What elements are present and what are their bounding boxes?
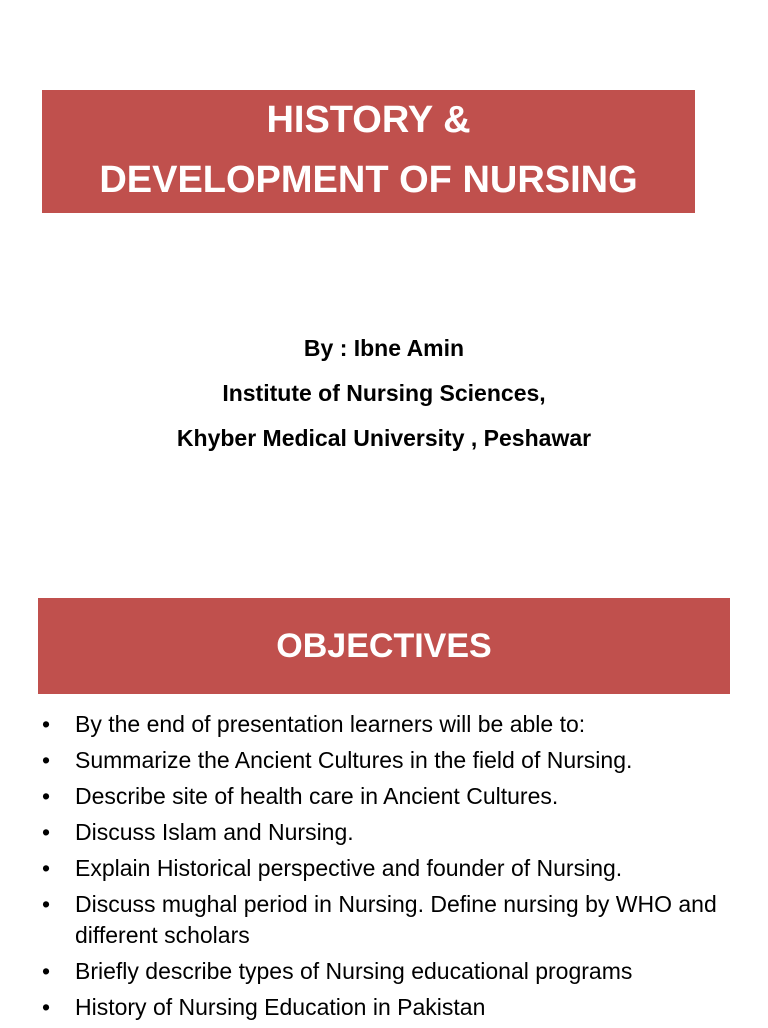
bullet-icon: • — [42, 819, 51, 845]
objective-text: Briefly describe types of Nursing educational programs — [75, 958, 633, 984]
objective-text: Describe site of health care in Ancient Cultures. — [75, 783, 559, 809]
title-line-1: HISTORY & — [266, 99, 471, 141]
objectives-banner — [38, 598, 730, 694]
bullet-icon: • — [42, 891, 51, 917]
objective-item — [42, 992, 742, 1023]
objective-text: Discuss mughal period in Nursing. Define nursing by WHO and different scholars — [75, 891, 717, 948]
objective-item — [42, 889, 742, 951]
objective-item — [42, 745, 742, 776]
university-name: Khyber Medical University , Peshawar — [176, 425, 592, 451]
author-name: By : Ibne Amin — [303, 335, 465, 361]
objective-text: Discuss Islam and Nursing. — [75, 819, 354, 845]
bullet-icon: • — [42, 855, 51, 881]
bullet-icon: • — [42, 747, 51, 773]
objective-text: Summarize the Ancient Cultures in the field of Nursing. — [75, 747, 633, 773]
objectives-heading: OBJECTIVES — [276, 627, 492, 665]
author-byline — [0, 326, 768, 461]
bullet-icon: • — [42, 711, 51, 737]
objective-text: Explain Historical perspective and founder of Nursing. — [75, 855, 623, 881]
bullet-icon: • — [42, 994, 51, 1020]
institute-name: Institute of Nursing Sciences, — [222, 380, 546, 406]
objective-item — [42, 956, 742, 987]
title-line-2: DEVELOPMENT OF NURSING — [99, 159, 638, 201]
objectives-list — [42, 709, 742, 1028]
bullet-icon: • — [42, 958, 51, 984]
objective-item — [42, 781, 742, 812]
objective-item — [42, 709, 742, 740]
objective-item — [42, 853, 742, 884]
objective-text: By the end of presentation learners will be able to: — [75, 711, 586, 737]
bullet-icon: • — [42, 783, 51, 809]
objective-item — [42, 817, 742, 848]
objective-text: History of Nursing Education in Pakistan — [75, 994, 486, 1020]
title-banner — [42, 90, 695, 213]
